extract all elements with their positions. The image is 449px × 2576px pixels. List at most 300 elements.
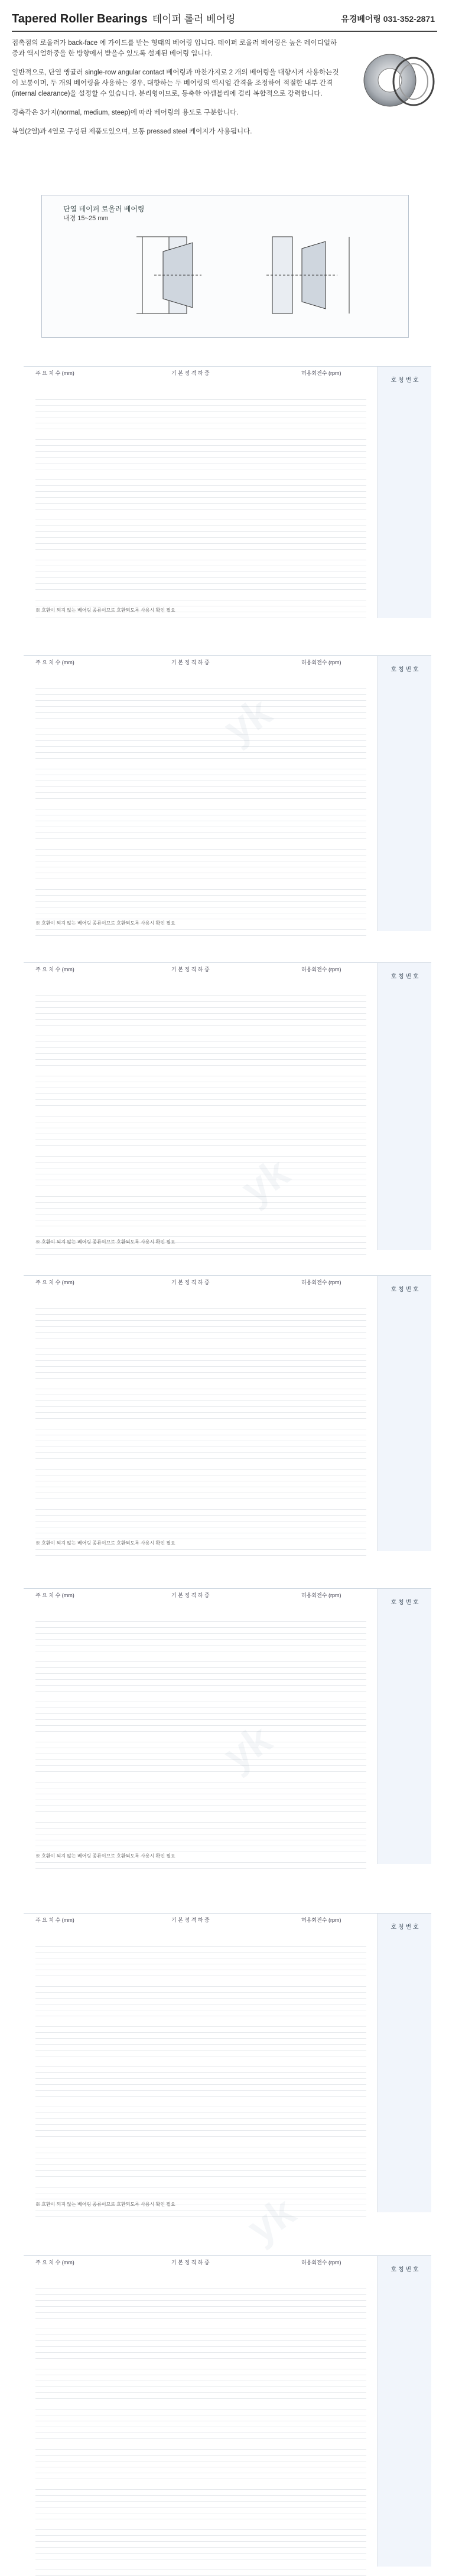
table-row [24,1662,431,1668]
table-row [24,2159,431,2165]
table-row [24,2427,431,2433]
table-row [24,486,431,492]
table-header-cell: 주 요 치 수 (mm) [35,1279,74,1285]
table-row [24,1383,431,1389]
table-row [24,873,431,879]
table-row [24,394,431,400]
table-header-cell: 주 요 치 수 (mm) [35,1592,74,1598]
table-header-cell: 허용회전수 (rpm) [301,370,341,376]
table-row [24,890,431,896]
intro-paragraph-4: 복열(2열)과 4열로 구성된 제품도있으며, 보통 pressed steel 케이지가 사용됩니다. [12,128,252,135]
table-header-cell: 주 요 치 수 (mm) [35,1917,74,1923]
table-row [24,2375,431,2381]
table-row [24,2147,431,2153]
table-row [24,498,431,504]
table-row [24,2101,431,2107]
table-row [24,1863,431,1869]
designation-header: 호 칭 번 호 [391,377,419,384]
table-row [24,1453,431,1459]
table-row [24,2113,431,2119]
table-row [24,2153,431,2159]
table-row [24,1464,431,1470]
table-row [24,1191,431,1197]
table-row [24,2410,431,2415]
table-row [24,2524,431,2530]
table-row [24,1303,431,1309]
table-row [24,1100,431,1106]
table-header [24,1276,431,1303]
table-row [24,1829,431,1834]
table-row [24,1429,431,1435]
table-row [24,400,431,406]
table-row [24,996,431,1002]
table-row [24,1493,431,1499]
table-row [24,1128,431,1134]
intro-paragraph-2: 일반적으로, 단열 앵귤러 single-row angular contact 베어링과 마찬가지로 2 개의 베어링을 대향시켜 사용하는것이 보통이며, 두 개의 베어링을 사용하는 경우, 대향하는 두 베어링의 액시얼 간격을 조정하여 적절한 내부 간격(internal clearance)을 설정할 수 있습니다. 분리형이므로, 등축한 아셈블리에 걸리 복합적으로 강력합니다. [12,69,339,97]
table-row [24,1958,431,1964]
designation-header: 호 칭 번 호 [391,2267,419,2273]
table-row [24,2107,431,2113]
table-row [24,1846,431,1852]
table-row [24,1401,431,1407]
table-header-cell: 허용회전수 (rpm) [301,1592,341,1598]
table-row [24,1441,431,1447]
table-row [24,1343,431,1349]
table-row [24,827,431,833]
table-section [24,962,431,1250]
table-footnote: ※ 호환이 되지 않는 베어링 종류이므로 호환되도록 사용시 확인 필요 [35,1853,175,1859]
table-row [24,1373,431,1379]
table-row [24,1134,431,1140]
table-row [24,2502,431,2508]
table-row [24,2295,431,2301]
table-row [24,1481,431,1487]
table-row [24,2421,431,2427]
watermark-1: yk [215,688,280,753]
table-header [24,963,431,990]
table-row [24,2548,431,2554]
table-row [24,856,431,861]
table-row [24,1220,431,1226]
table-row [24,2165,431,2171]
table-row [24,458,431,463]
table-header [24,1914,431,1941]
table-row [24,1766,431,1772]
table-row [24,701,431,707]
table-row [24,2415,431,2421]
table-row [24,729,431,735]
table-row [24,578,431,584]
table-row [24,2283,431,2289]
table-row [24,2131,431,2137]
designation-header: 호 칭 번 호 [391,1924,419,1931]
table-row [24,735,431,741]
table-row [24,2125,431,2131]
table-row [24,867,431,873]
table-row [24,1140,431,1146]
table-row [24,1628,431,1634]
table-row [24,2079,431,2085]
table-row [24,809,431,815]
intro-text [12,38,343,145]
table-row [24,1522,431,1527]
table-row [24,1209,431,1214]
table-row [24,1634,431,1640]
table-row [24,2393,431,2399]
table-section [24,1588,431,1864]
title-divider [12,31,437,32]
table-row [24,2484,431,2490]
table-header-cell: 기 본 정 격 하 중 [171,1917,210,1923]
table-row [24,2570,431,2576]
table-row [24,1214,431,1220]
table-row [24,1076,431,1082]
table-row [24,526,431,532]
table-header-cell: 허용회전수 (rpm) [301,1279,341,1285]
table-row [24,2188,431,2193]
title-english: Tapered Roller Bearings [12,12,148,25]
table-row [24,1720,431,1726]
table-row [24,514,431,520]
table-row [24,2508,431,2513]
table-header-cell: 허용회전수 (rpm) [301,1917,341,1923]
table-row [24,1748,431,1754]
table-row [24,412,431,417]
table-header-cell: 주 요 치 수 (mm) [35,967,74,972]
table-row [24,1964,431,1970]
table-header-cell: 기 본 정 격 하 중 [171,1279,210,1285]
table-row [24,434,431,440]
table-row [24,763,431,769]
table-row [24,2490,431,2496]
table-row [24,2301,431,2307]
table-row [24,793,431,799]
table-row [24,595,431,600]
table-row [24,1742,431,1748]
table-row [24,913,431,919]
table-row [24,2061,431,2067]
table-row [24,1231,431,1237]
table-row [24,1947,431,1953]
page-title [12,11,236,26]
table-row [24,2444,431,2450]
table-row [24,907,431,913]
table-row [24,2211,431,2217]
table-row [24,2329,431,2335]
table-row [24,1309,431,1315]
table-row [24,1367,431,1373]
table-footnote: ※ 호환이 되지 않는 베어링 종류이므로 호환되도록 사용시 확인 필요 [35,1239,175,1245]
table-row [24,1794,431,1800]
table-row [24,741,431,747]
table-row [24,1435,431,1441]
table-header-cell: 기 본 정 격 하 중 [171,1592,210,1598]
table-row [24,1030,431,1036]
table-row [24,1668,431,1674]
table-row [24,1645,431,1651]
diagram-title: 단열 테이퍼 로울러 베어링 [63,205,145,213]
table-row [24,2456,431,2461]
table-row [24,821,431,827]
table-row [24,1777,431,1782]
table-row [24,1070,431,1076]
table-header [24,656,431,683]
table-row [24,2353,431,2359]
table-row [24,1088,431,1094]
table-row [24,769,431,775]
cross-section-diagram [41,195,409,338]
table-header-cell: 주 요 치 수 (mm) [35,659,74,665]
table-row [24,1993,431,1999]
table-row [24,520,431,526]
table-row [24,2073,431,2079]
table-row [24,689,431,695]
table-header [24,367,431,394]
table-row [24,1048,431,1054]
table-row [24,1714,431,1720]
table-header-cell: 허용회전수 (rpm) [301,2260,341,2265]
table-row [24,2141,431,2147]
designation-header: 호 칭 번 호 [391,1599,419,1606]
table-row [24,446,431,452]
table-row [24,1953,431,1958]
table-row [24,1702,431,1708]
table-row [24,2004,431,2010]
table-row [24,1622,431,1628]
table-header-cell: 기 본 정 격 하 중 [171,659,210,665]
table-row [24,1527,431,1533]
table-row [24,1249,431,1255]
table-row [24,1834,431,1840]
table-row [24,600,431,606]
table-row [24,2010,431,2016]
company-contact: 유경베어링 031-352-2871 [341,14,435,24]
title-korean: 테이퍼 롤러 베어링 [152,14,236,25]
table-section [24,2255,431,2567]
table-footnote: ※ 호환이 되지 않는 베어링 종류이므로 호환되도록 사용시 확인 필요 [35,2202,175,2207]
table-row [24,844,431,850]
table-row [24,1111,431,1116]
table-row [24,1656,431,1662]
table-row [24,1754,431,1760]
table-row [24,1333,431,1338]
table-row [24,492,431,498]
table-row [24,1002,431,1008]
table-row [24,2473,431,2479]
table-row [24,2347,431,2353]
table-row [24,1349,431,1355]
table-row [24,902,431,907]
table-header [24,1589,431,1616]
table-row [24,1941,431,1947]
table-row [24,707,431,713]
table-row [24,1203,431,1209]
table-row [24,2335,431,2341]
table-row [24,2171,431,2177]
table-row [24,1014,431,1020]
table-row [24,850,431,856]
table-row [24,1413,431,1419]
table-row [24,554,431,560]
table-row [24,2313,431,2319]
table-row [24,1487,431,1493]
table-row [24,2450,431,2456]
table-row [24,884,431,890]
table-row [24,532,431,538]
table-row [24,2513,431,2519]
table-row [24,1082,431,1088]
table-row [24,2289,431,2295]
table-row [24,1315,431,1321]
table-footnote: ※ 호환이 되지 않는 베어링 종류이므로 호환되도록 사용시 확인 필요 [35,608,175,613]
bearing-photo [354,37,437,119]
table-row [24,1163,431,1168]
table-row [24,2554,431,2559]
table-row [24,1042,431,1048]
table-row [24,2119,431,2125]
table-row [24,2323,431,2329]
table-row [24,1197,431,1203]
table-row [24,1504,431,1510]
table-row [24,695,431,701]
table-row [24,713,431,719]
table-section [24,655,431,931]
table-row [24,480,431,486]
table-row [24,1708,431,1714]
intro-paragraph-1: 접촉점의 로울러가 back-face 에 가이드를 받는 형태의 베어링 입니다. 테이퍼 로울러 베어링은 높은 레이디얼하중과 액시얼하중을 한 방향에서 받을수 있도록 설계된 베어링 입니다. [12,40,337,57]
table-row [24,2433,431,2439]
table-header-cell: 허용회전수 (rpm) [301,967,341,972]
table-row [24,463,431,469]
table-row [24,1008,431,1014]
table-row [24,1788,431,1794]
table-row [24,2307,431,2313]
table-row [24,1510,431,1516]
table-row [24,2363,431,2369]
table-row [24,504,431,510]
table-section [24,366,431,618]
table-row [24,1036,431,1042]
table-row [24,2369,431,2375]
watermark-4: yk [239,2188,304,2252]
table-row [24,1533,431,1539]
table-row [24,1782,431,1788]
table-row [24,440,431,446]
table-row [24,2461,431,2467]
table-row [24,683,431,689]
table-row [24,1470,431,1475]
table-footnote: ※ 호환이 되지 않는 베어링 종류이므로 호환되도록 사용시 확인 필요 [35,920,175,926]
table-row [24,2387,431,2393]
table-row [24,2039,431,2045]
table-row [24,2564,431,2570]
table-row [24,1800,431,1806]
table-row [24,1726,431,1732]
diagram-subtitle: 내경 15~25 mm [63,215,109,222]
table-row [24,1389,431,1395]
table-row [24,474,431,480]
table-row [24,1151,431,1157]
designation-header: 호 칭 번 호 [391,974,419,980]
table-row [24,2381,431,2387]
table-row [24,775,431,781]
table-row [24,753,431,759]
table-row [24,538,431,544]
table-row [24,1321,431,1327]
table-row [24,584,431,590]
table-row [24,2033,431,2039]
designation-header: 호 칭 번 호 [391,667,419,673]
table-row [24,406,431,412]
table-row [24,1060,431,1066]
table-header-cell: 주 요 치 수 (mm) [35,370,74,376]
table-row [24,1999,431,2004]
table-row [24,1157,431,1163]
bearing-dimension-drawing [42,195,408,337]
header [0,0,449,35]
table-row [24,1020,431,1026]
table-row [24,787,431,793]
table-header-cell: 기 본 정 격 하 중 [171,2260,210,2265]
table-row [24,1616,431,1622]
table-row [24,1327,431,1333]
table-row [24,1736,431,1742]
table-row [24,896,431,902]
table-row [24,1823,431,1829]
table-row [24,544,431,550]
table-row [24,1550,431,1556]
table-row [24,1760,431,1766]
table-row [24,1116,431,1122]
table-row [24,2021,431,2027]
table-row [24,1806,431,1812]
table-row [24,861,431,867]
table-row [24,1475,431,1481]
table-row [24,1696,431,1702]
table-row [24,1054,431,1060]
table-row [24,2341,431,2347]
table-row [24,990,431,996]
table-row [24,781,431,787]
watermark-3: yk [215,1715,280,1780]
table-row [24,566,431,572]
table-row [24,1174,431,1180]
table-row [24,1355,431,1361]
table-row [24,1840,431,1846]
table-row [24,804,431,809]
table-row [24,1516,431,1522]
table-row [24,572,431,578]
table-row [24,2467,431,2473]
table-row [24,2530,431,2536]
table-header-cell: 기 본 정 격 하 중 [171,370,210,376]
intro-paragraph-3: 경축각은 3가지(normal, medium, steep)에 따라 베어링의 용도로 구분합니다. [12,109,239,116]
table-header-cell: 허용회전수 (rpm) [301,659,341,665]
table-header-cell: 기 본 정 격 하 중 [171,967,210,972]
table-row [24,1424,431,1429]
table-row [24,2091,431,2097]
table-row [24,930,431,936]
table-row [24,1674,431,1680]
table-row [24,723,431,729]
table-row [24,2085,431,2091]
table-row [24,747,431,753]
table-row [24,1180,431,1186]
table-row [24,423,431,429]
table-section [24,1913,431,2212]
table-row [24,1395,431,1401]
table-row [24,1680,431,1686]
